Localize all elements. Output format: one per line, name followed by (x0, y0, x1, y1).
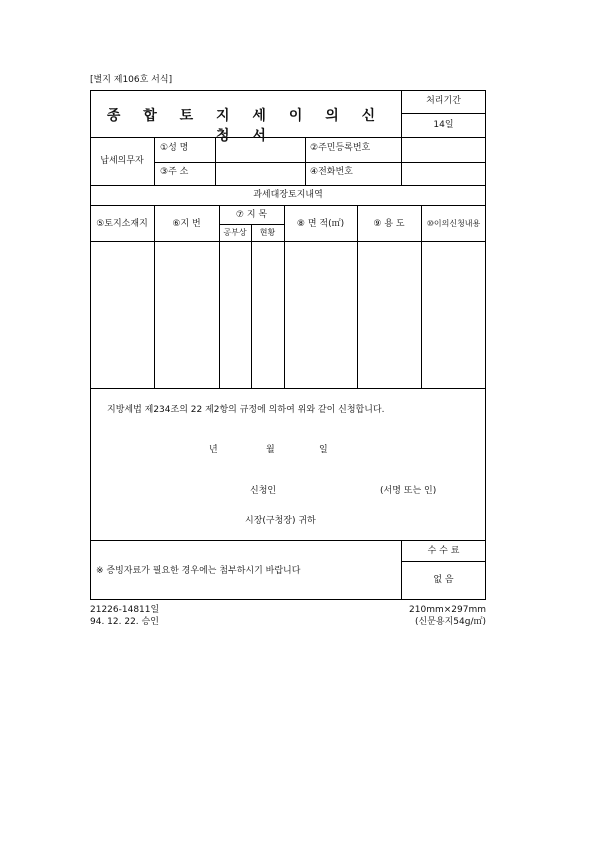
form-code: 21226-14811일 (90, 605, 160, 615)
applicant-name-field[interactable] (282, 481, 372, 497)
resident-id-field[interactable] (402, 138, 485, 161)
signature-note: (서명 또는 인) (380, 486, 437, 496)
address-label: ③주 소 (160, 167, 189, 177)
attachment-note: ※ 증빙자료가 필요한 경우에는 첨부하시기 바랍니다 (96, 566, 301, 576)
cell-lot[interactable] (155, 242, 218, 387)
resident-id-label: ②주민등록번호 (310, 143, 371, 153)
section-title-bottom-line (90, 205, 486, 206)
approval-date: 94. 12. 22. 승인 (90, 617, 159, 627)
col-header-category: ⑦ 지 목 (235, 210, 268, 220)
col-header-lot: ⑥지 번 (172, 219, 201, 229)
cell-area[interactable] (285, 242, 356, 387)
date-day: 일 (319, 445, 328, 455)
form-reference: [별지 제106호 서식] (90, 75, 173, 85)
applicant-label: 신청인 (250, 486, 277, 496)
cell-category-official[interactable] (220, 242, 250, 387)
col-header-category-actual: 현황 (259, 228, 276, 237)
addressee: 시장(구청장) 귀하 (245, 516, 316, 526)
cell-objection[interactable] (422, 242, 485, 387)
date-year: 년 (209, 445, 218, 455)
col-header-area: ⑧ 면 적(㎡) (296, 219, 345, 229)
name-field[interactable] (216, 138, 304, 161)
date-month: 월 (266, 445, 275, 455)
fee-label: 수 수 료 (427, 546, 460, 556)
paper-type: (신문용지54g/㎡) (415, 617, 486, 627)
statement-bottom-line (90, 540, 486, 541)
processing-divider (401, 113, 486, 114)
phone-field[interactable] (402, 163, 485, 184)
cell-location[interactable] (91, 242, 153, 387)
address-field[interactable] (216, 163, 304, 184)
table-body-bottom-line (90, 388, 486, 389)
col-header-category-official: 공부상 (223, 228, 247, 237)
cell-usage[interactable] (358, 242, 420, 387)
section-title: 과세대장토지내역 (253, 190, 323, 200)
form-title: 종 합 토 지 세 이 의 신 청 서 (106, 108, 385, 144)
phone-label: ④전화번호 (310, 167, 353, 177)
taxpayer-bottom-line (90, 185, 486, 186)
name-label: ①성 명 (160, 143, 189, 153)
processing-period-value: 14일 (433, 120, 454, 130)
taxpayer-label: 납세의무자 (100, 156, 144, 166)
col-header-usage: ⑨ 용 도 (373, 219, 405, 229)
col-header-location: ⑤토지소재지 (96, 219, 148, 229)
fee-value: 없 음 (433, 575, 454, 585)
statement-text: 지방세법 제234조의 22 제2항의 규정에 의하여 위와 같이 신청합니다. (107, 405, 385, 415)
cell-category-actual[interactable] (252, 242, 283, 387)
paper-size: 210mm×297mm (409, 605, 486, 615)
processing-period-label: 처리기간 (426, 96, 461, 106)
fee-divider (401, 561, 486, 562)
col-header-objection: ⑩이의신청내용 (426, 219, 481, 228)
